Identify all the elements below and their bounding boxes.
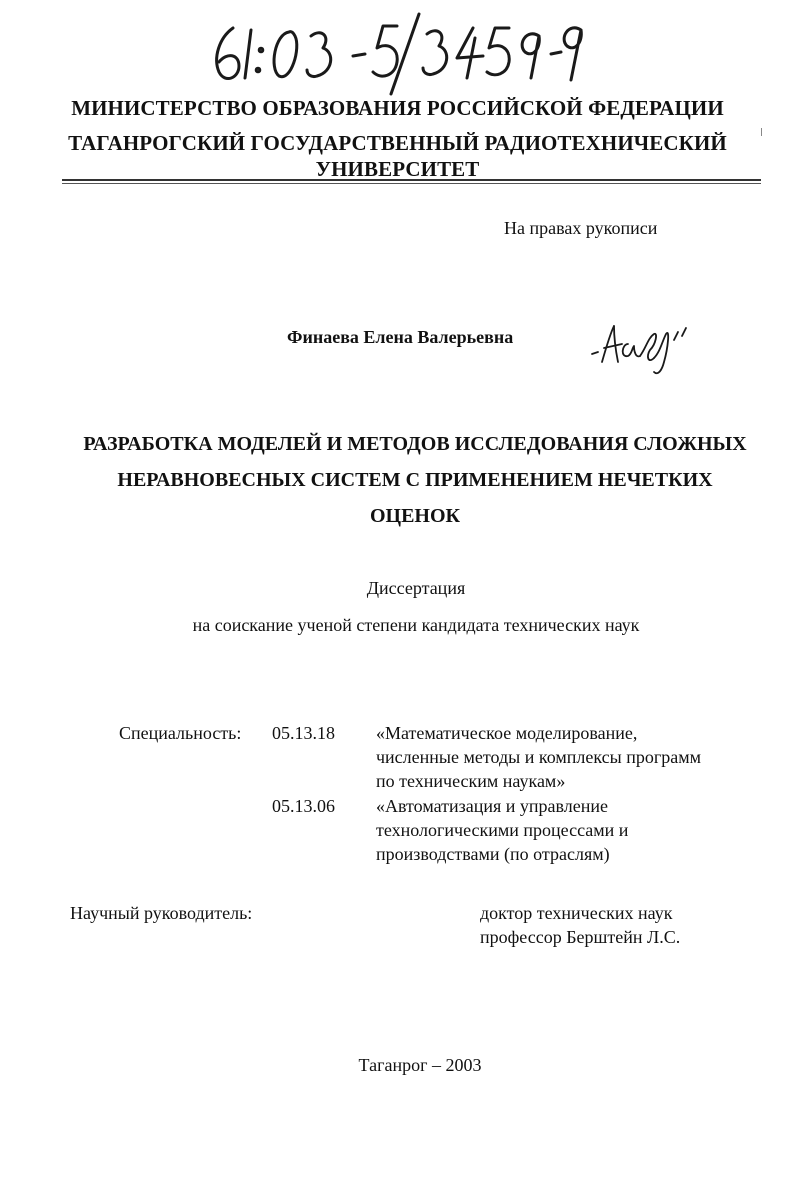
supervisor-label: Научный руководитель: xyxy=(70,903,253,923)
degree-statement: на соискание ученой степени кандидата технических наук xyxy=(192,615,640,635)
document-type: Диссертация xyxy=(366,578,466,598)
specialty-label: Специальность: xyxy=(119,723,242,743)
dissertation-title-line3: ОЦЕНОК xyxy=(369,505,461,527)
specialty-description-line: производствами (по отраслям) xyxy=(376,844,610,864)
specialty-description xyxy=(376,794,776,866)
ministry-heading: МИНИСТЕРСТВО ОБРАЗОВАНИЯ РОССИЙСКОЙ ФЕДЕРАЦИИ xyxy=(71,96,724,120)
catalog-number-handwriting xyxy=(205,8,585,98)
header-divider xyxy=(62,179,761,181)
specialty-description-line: «Автоматизация и управление xyxy=(376,796,609,816)
dissertation-title-line2: НЕРАВНОВЕСНЫХ СИСТЕМ С ПРИМЕНЕНИЕМ НЕЧЕТКИХ xyxy=(117,469,713,491)
specialty-description-line: технологическими процессами и xyxy=(376,820,629,840)
specialty-description-line: численные методы и комплексы программ xyxy=(376,747,702,767)
author-signature xyxy=(588,318,698,378)
university-heading-line1: ТАГАНРОГСКИЙ ГОСУДАРСТВЕННЫЙ РАДИОТЕХНИЧЕСКИЙ xyxy=(68,131,727,155)
dissertation-title-line1: РАЗРАБОТКА МОДЕЛЕЙ И МЕТОДОВ ИССЛЕДОВАНИЯ СЛОЖНЫХ xyxy=(83,433,747,455)
author-name: Финаева Елена Валерьевна xyxy=(287,327,514,347)
supervisor-name: профессор Берштейн Л.С. xyxy=(480,927,681,947)
specialty-description-line: «Математическое моделирование, xyxy=(376,723,638,743)
specialty-description xyxy=(376,721,776,793)
manuscript-rights-note: На правах рукописи xyxy=(504,218,658,238)
specialty-code: 05.13.18 xyxy=(272,723,335,743)
specialty-description-line: по техническим наукам» xyxy=(376,771,566,791)
specialty-code: 05.13.06 xyxy=(272,796,335,816)
supervisor-degree: доктор технических наук xyxy=(480,903,673,923)
header-divider-thin xyxy=(62,183,761,184)
university-heading-line2: УНИВЕРСИТЕТ xyxy=(315,157,480,181)
city-year: Таганрог – 2003 xyxy=(358,1055,482,1075)
